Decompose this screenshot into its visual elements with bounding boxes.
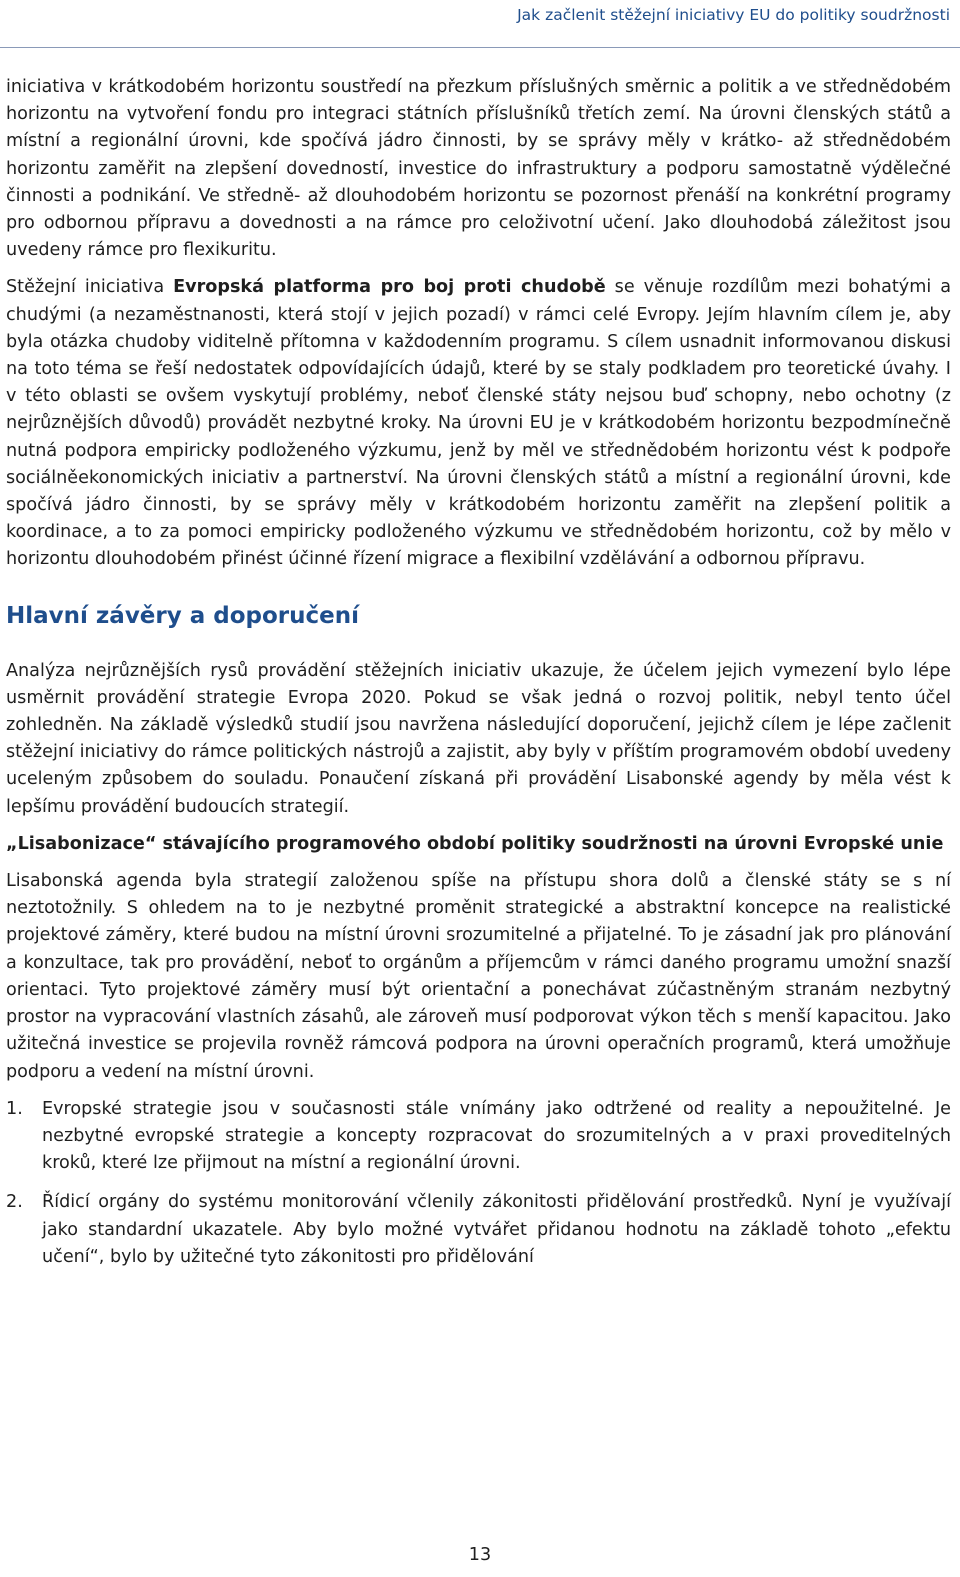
paragraph-2-rest: se věnuje rozdílům mezi bohatými a chudými (a nezaměstnanosti, která stojí v jejich pozadí) v rámci celé Evropy. Jejím hlavním cílem je, aby byla otázka chudoby viditelně přítomna v každodenním programu. S cílem usnadnit informovanou diskusi na toto téma se řeší nedostatek odpovídajících údajů, které by se staly podkladem pro teoretické úvahy. I v této oblasti se ovšem vyskytují problémy, neboť členské státy nejsou buď schopny, nebo ochotny (z nejrůznějších důvodů) provádět nezbytné kroky. Na úrovni EU je v krátkodobém horizontu bezpodmínečně nutná podpora empiricky podloženého výzkumu, jenž by měl ve střednědobém horizontu vést k podpoře sociálněekonomických iniciativ a partnerství. Na úrovni členských států a místní a regionální úrovni, kde spočívá jádro činnosti, by se správy měly v krátkodobém horizontu zaměřit na zlepšení politik a koordinace, a to za pomoci empiricky podloženého výzkumu ve střednědobém horizontu, což by mělo v horizontu dlouhodobém přinést účinné řízení migrace a flexibilní vzdělávání a odbornou přípravu. [6,277,951,570]
subheading: „Lisabonizace“ stávajícího programového období politiky soudržnosti na úrovni Evropské unie [6,833,944,854]
running-header-title: Jak začlenit stěžejní iniciativy EU do politiky soudržnosti [517,6,950,24]
paragraph-4: Lisabonská agenda byla strategií založenou spíše na přístupu shora dolů a členské státy se s ní neztotožnily. S ohledem na to je nezbytné proměnit strategické a abstraktní koncepce na realistické projektové záměry, které budou na místní úrovni srozumitelné a přijatelné. To je zásadní jak pro plánování a konzultace, tak pro provádění, neboť to orgánům a příjemcům v rámci daného programu umožní snazší orientaci. Tyto projektové záměry musí být orientační a ponechávat zúčastněným stranám nezbytný prostor na vypracování vlastních zásahů, ale zároveň musí podporovat výkon těch s menší kapacitou. Jako užitečná investice se projevila rovněž rámcová podpora na úrovni operačních programů, která umožňuje podporu a vedení na místní úrovni. [6,871,951,1082]
paragraph-2-intro: Stěžejní iniciativa [6,277,174,298]
recommendation-list [6,1096,951,1271]
section-heading: Hlavní závěry a doporučení [6,602,360,629]
paragraph-3: Analýza nejrůznějších rysů provádění stěžejních iniciativ ukazuje, že účelem jejich vymezení bylo lépe usměrnit provádění strategie Evropa 2020. Pokud se však jedná o rozvoj politik, nebyl tento účel zohledněn. Na základě výsledků studií jsou navržena následující doporučení, jejichž cílem je lépe začlenit stěžejní iniciativy do rámce politických nástrojů a zajistit, aby byly v příštím programovém období uvedeny uceleným způsobem do souladu. Ponaučení získaná při provádění Lisabonské agendy by měla vést k lepšímu provádění budoucích strategií. [6,660,951,817]
paragraph-2 [6,274,951,573]
paragraph-1: iniciativa v krátkodobém horizontu soustředí na přezkum příslušných směrnic a politik a ve střednědobém horizontu na vytvoření fondu pro integraci státních příslušníků třetích zemí. Na úrovni členských států a místní a regionální úrovni, kde spočívá jádro činnosti, by se správy měly v krátko- až střednědobém horizontu zaměřit na zlepšení dovedností, investice do infrastruktury a podporu samostatně výdělečné činnosti a podnikání. Ve středně- až dlouhodobém horizontu se pozornost přenáší na konkrétní programy pro odbornou přípravu a dovednosti a na rámce pro celoživotní učení. Jako dlouhodobá záležitost jsou uvedeny rámce pro flexikuritu. [6,77,951,261]
list-item-text: Řídicí orgány do systému monitorování včlenily zákonitosti přidělování prostředků. Nyní je využívají jako standardní ukazatele. Aby bylo možné vytvářet přidanou hodnotu na základě tohoto „efektu učení“, bylo by užitečné tyto zákonitosti pro přidělování [42,1192,951,1267]
page-content [6,74,951,1283]
list-item [6,1096,951,1178]
list-item [6,1189,951,1271]
list-item-text: Evropské strategie jsou v současnosti stále vnímány jako odtržené od reality a nepoužitelné. Je nezbytné evropské strategie a koncepty rozpracovat do srozumitelných a v praxi proveditelných kroků, které lze přijmout na místní a regionální úrovni. [42,1098,951,1174]
running-header [0,0,960,48]
page-number: 13 [468,1545,492,1565]
list-item-number: 2. [6,1192,23,1213]
paragraph-2-emphasis: Evropská platforma pro boj proti chudobě [173,277,606,298]
list-item-number: 1. [6,1098,23,1119]
